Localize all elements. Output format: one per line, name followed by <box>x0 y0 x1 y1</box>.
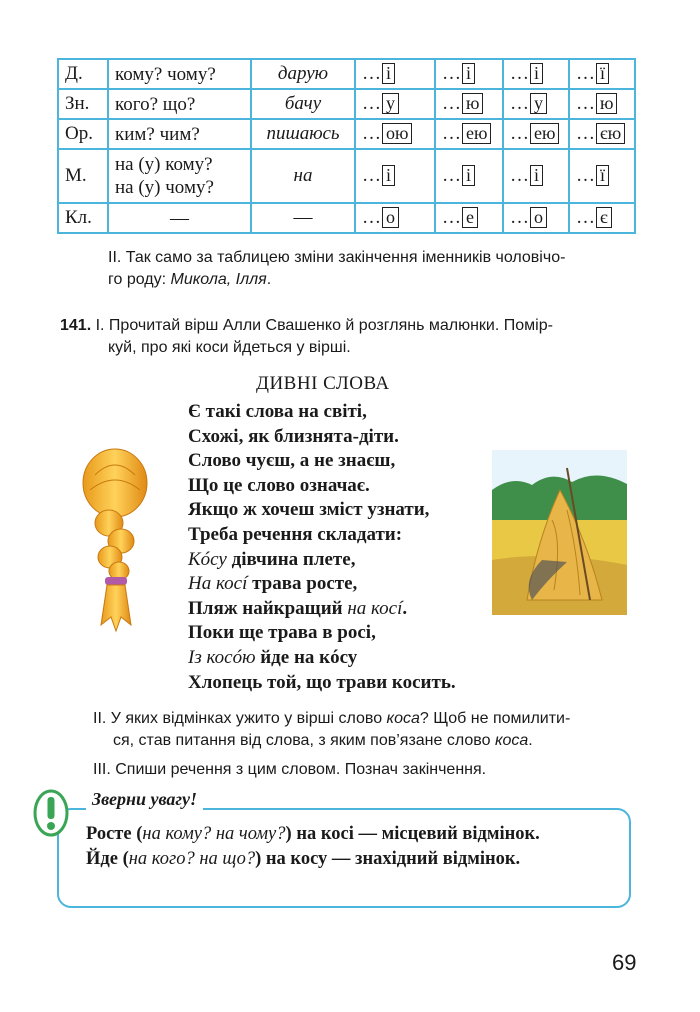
question-cell: ким? чим? <box>108 119 251 149</box>
table-row <box>58 119 635 149</box>
task-141-intro: 141. І. Прочитай вірш Алли Свашенко й розглянь малюнки. Помір- куй, про які коси йдеться у вірші. <box>60 317 553 356</box>
question-cell: кого? що? <box>108 89 251 119</box>
ending-box: ою <box>382 123 412 144</box>
page-number: 69 <box>612 950 637 975</box>
ending-cell: … і <box>503 59 569 89</box>
table-row <box>58 149 635 203</box>
attention-text: Росте (на кому? на чому?) на косі — місцевий відмінок. Йде (на кого? на що?) на косу — знахідний відмінок. <box>86 824 540 869</box>
ending-cell: … і <box>435 149 503 203</box>
case-cell: Кл. <box>58 203 108 233</box>
verb-cell: бачу <box>251 89 355 119</box>
case-cell: М. <box>58 149 108 203</box>
ending-cell: … і <box>435 59 503 89</box>
ending-cell: … у <box>355 89 435 119</box>
table-row <box>58 89 635 119</box>
ending-cell: … і <box>355 59 435 89</box>
ending-box: і <box>530 165 543 186</box>
haystack-illustration <box>492 450 627 615</box>
ending-cell: … ею <box>435 119 503 149</box>
verb-cell: — <box>251 203 355 233</box>
ending-cell: … ї <box>569 59 635 89</box>
ending-cell: … ою <box>355 119 435 149</box>
ending-box: ї <box>596 165 609 186</box>
ending-box: і <box>462 165 475 186</box>
task-141-part3: III. Спиши речення з цим словом. Познач закінчення. <box>93 761 487 778</box>
case-cell: Зн. <box>58 89 108 119</box>
ending-box: ю <box>596 93 617 114</box>
verb-cell: на <box>251 149 355 203</box>
exclamation-icon <box>32 788 70 838</box>
ending-cell: … єю <box>569 119 635 149</box>
ending-box: у <box>530 93 547 114</box>
table-row <box>58 59 635 89</box>
ending-box: о <box>382 207 399 228</box>
ending-cell: … і <box>503 149 569 203</box>
table-row <box>58 203 635 233</box>
declension-table <box>57 58 636 234</box>
verb-cell: пишаюсь <box>251 119 355 149</box>
poem-title: ДИВНІ СЛОВА <box>256 373 390 394</box>
question-cell: кому? чому? <box>108 59 251 89</box>
ending-box: і <box>382 165 395 186</box>
case-cell: Ор. <box>58 119 108 149</box>
ending-cell: … ї <box>569 149 635 203</box>
ending-box: ї <box>596 63 609 84</box>
ending-box: і <box>462 63 475 84</box>
question-cell: на (у) кому? на (у) чому? <box>108 149 251 203</box>
ending-box: і <box>530 63 543 84</box>
ending-box: о <box>530 207 547 228</box>
braid-illustration <box>75 445 155 635</box>
ending-cell: … ю <box>569 89 635 119</box>
ending-box: ею <box>462 123 491 144</box>
ending-cell: … у <box>503 89 569 119</box>
ending-cell: … ю <box>435 89 503 119</box>
ending-box: є <box>596 207 612 228</box>
task-number: 141. <box>60 317 92 334</box>
ending-box: ю <box>462 93 483 114</box>
attention-title: Зверни увагу! <box>86 789 203 810</box>
ending-box: у <box>382 93 399 114</box>
ending-box: і <box>382 63 395 84</box>
ending-cell: … ею <box>503 119 569 149</box>
task-141-part2: II. У яких відмінках ужито у вірші слово коса? Щоб не помилити- ся, став питання від слова, з яким пов’язане слово коса. <box>93 710 571 749</box>
verb-cell: дарую <box>251 59 355 89</box>
ending-box: єю <box>596 123 625 144</box>
poem: Є такі слова на світі, Схожі, як близнята-діти. Слово чуєш, а не знаєш, Що це слово означає. Якщо ж хочеш зміст узнати, Треба речення складати: Кóсу дівчина плете, На косí трава росте, Пляж найкращий на косí. Поки ще трава в росі, Із косóю йде на кóсу Хлопець той, що трави косить. <box>188 401 456 693</box>
ending-cell: … і <box>355 149 435 203</box>
ending-cell: … є <box>569 203 635 233</box>
ending-cell: … о <box>355 203 435 233</box>
ending-cell: … о <box>503 203 569 233</box>
task-140-part2: II. Так само за таблицею зміни закінчення іменників чоловічо- го роду: Микола, Ілля. <box>108 249 566 288</box>
ending-box: ею <box>530 123 559 144</box>
ending-cell: … е <box>435 203 503 233</box>
ending-box: е <box>462 207 478 228</box>
case-cell: Д. <box>58 59 108 89</box>
question-cell: — <box>108 203 251 233</box>
